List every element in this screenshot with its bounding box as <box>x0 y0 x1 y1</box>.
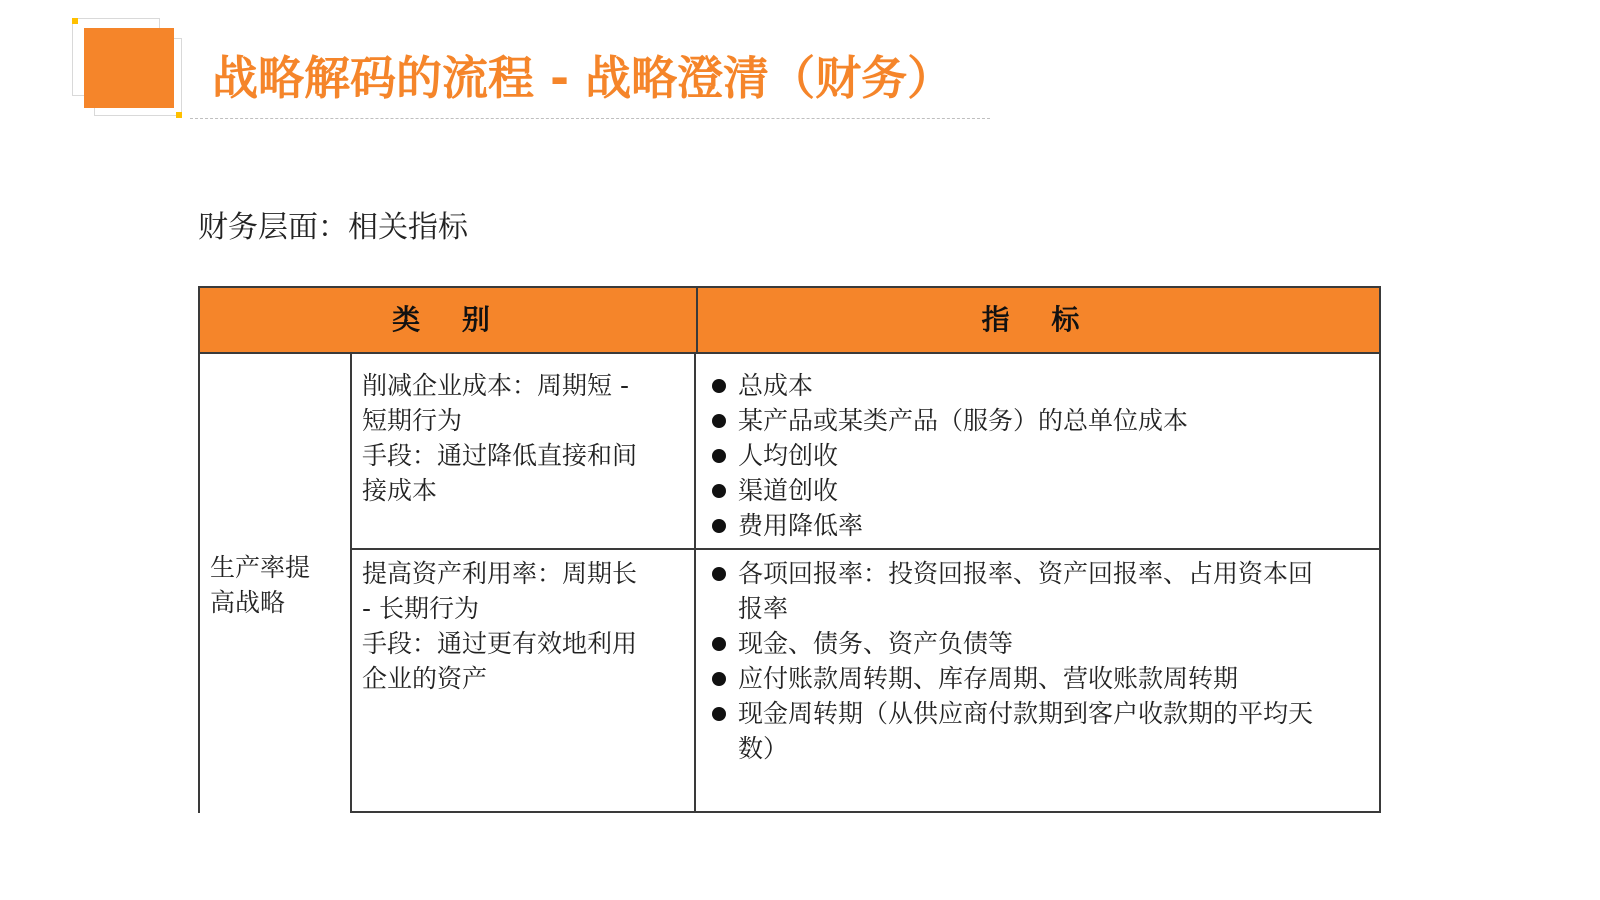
indicator-list <box>702 368 1372 543</box>
description-line: 削减企业成本：周期短 - <box>362 371 629 400</box>
table-border-sub <box>350 354 352 813</box>
description-line: 企业的资产 <box>362 664 488 693</box>
bullet-icon <box>712 379 726 393</box>
indicator-item: 应付账款周转期、库存周期、营收账款周转期 <box>702 661 1372 696</box>
indicator-item: 某产品或某类产品（服务）的总单位成本 <box>702 403 1372 438</box>
bullet-icon <box>712 414 726 428</box>
description-line: - 长期行为 <box>362 594 479 623</box>
indicator-table <box>198 286 1381 813</box>
row-divider <box>350 548 1381 550</box>
description-line: 接成本 <box>362 476 438 505</box>
description-line: 短期行为 <box>362 406 463 435</box>
bullet-icon <box>712 484 726 498</box>
logo-accent-dot <box>176 112 182 118</box>
row-description <box>362 368 687 508</box>
description-line: 手段：通过降低直接和间 <box>362 441 638 470</box>
bullet-icon <box>712 449 726 463</box>
indicator-list <box>702 556 1372 766</box>
table-border-right <box>1379 354 1381 813</box>
indicator-item: 费用降低率 <box>702 508 1372 543</box>
bullet-icon <box>712 672 726 686</box>
strategy-cell <box>210 550 346 620</box>
header-category: 类 别 <box>392 303 506 336</box>
page-subtitle: 财务层面：相关指标 <box>198 210 468 245</box>
bullet-icon <box>712 707 726 721</box>
table-header <box>198 286 1381 354</box>
indicator-item: 各项回报率：投资回报率、资产回报率、占用资本回 报率 <box>702 556 1372 626</box>
table-border-mid <box>694 354 696 813</box>
indicator-item: 渠道创收 <box>702 473 1372 508</box>
row-description <box>362 556 687 696</box>
indicator-item: 总成本 <box>702 368 1372 403</box>
strategy-label: 高战略 <box>210 588 286 617</box>
bullet-icon <box>712 637 726 651</box>
header-indicator: 指 标 <box>981 303 1096 336</box>
strategy-label: 生产率提 <box>210 553 311 582</box>
description-line: 手段：通过更有效地利用 <box>362 629 638 658</box>
page-title: 战略解码的流程 - 战略澄清（财务） <box>212 51 954 105</box>
indicator-item: 现金、债务、资产负债等 <box>702 626 1372 661</box>
logo-accent-dot <box>72 18 78 24</box>
bullet-icon <box>712 519 726 533</box>
bullet-icon <box>712 567 726 581</box>
title-divider <box>190 118 990 119</box>
indicator-item: 人均创收 <box>702 438 1372 473</box>
table-border-bottom <box>350 811 1381 813</box>
logo-orange-square <box>84 28 174 108</box>
table-border-left <box>198 354 200 813</box>
indicator-item: 现金周转期（从供应商付款期到客户收款期的平均天 数） <box>702 696 1372 766</box>
logo-mark <box>72 18 184 118</box>
description-line: 提高资产利用率：周期长 <box>362 559 638 588</box>
